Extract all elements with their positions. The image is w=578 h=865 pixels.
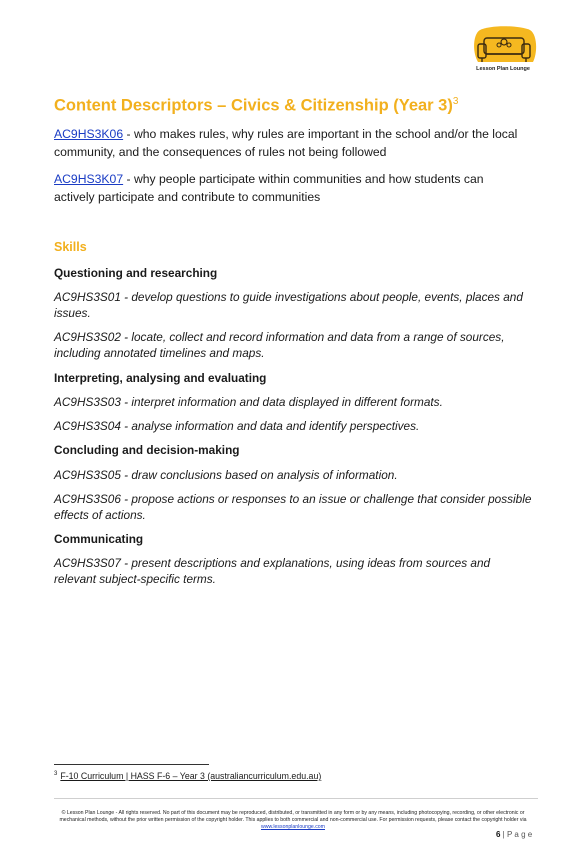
skill-item: AC9HS3S02 - locate, collect and record information and data from a range of sources, including annotated timelines and maps.: [54, 330, 505, 360]
copyright-text: © Lesson Plan Lounge - All rights reserved. No part of this document may be reproduced, distributed, or transmitted in any form or by any means, including photocopying, recording, or other electronic or mechanical methods, without the prior written permission of the copyright holder. This applies to both commercial and non-commercial use. For permission requests, please contact the copyright holder via: [59, 810, 527, 823]
skill-item: AC9HS3S01 - develop questions to guide investigations about people, events, places and issues.: [54, 290, 523, 320]
skills-group-title: Interpreting, analysing and evaluating: [54, 371, 267, 385]
page-number: 6 | P a g e: [496, 830, 533, 839]
skills-group-title: Questioning and researching: [54, 266, 218, 280]
footnote: [54, 771, 321, 781]
skill-item: AC9HS3S07 - present descriptions and explanations, using ideas from sources and relevant subject-specific terms.: [54, 556, 491, 586]
footnote-reference[interactable]: 3: [452, 96, 459, 107]
skill-item: AC9HS3S03 - interpret information and data displayed in different formats.: [54, 395, 443, 409]
skill-item: AC9HS3S05 - draw conclusions based on analysis of information.: [54, 468, 398, 482]
website-link[interactable]: www.lessonplanlounge.com: [260, 824, 325, 830]
skill-item: AC9HS3S04 - analyse information and data and identify perspectives.: [54, 419, 420, 433]
footnote-link[interactable]: F-10 Curriculum | HASS F-6 – Year 3 (australiancurriculum.edu.au): [60, 771, 322, 781]
descriptor-k07: [54, 170, 524, 206]
page-title: [54, 96, 458, 116]
skill-item: AC9HS3S06 - propose actions or responses to an issue or challenge that consider possible effects of actions.: [54, 492, 532, 522]
descriptor-code-link-k06[interactable]: AC9HS3K06: [54, 127, 124, 141]
descriptor-k06: [54, 125, 524, 161]
descriptor-text-k07: - why people participate within communities and how students can actively participate and contribute to communities: [54, 172, 484, 204]
descriptor-code-link-k07[interactable]: AC9HS3K07: [54, 172, 124, 186]
skills-group-title: Concluding and decision-making: [54, 443, 240, 457]
page-title-text: Content Descriptors – Civics & Citizenship (Year 3): [54, 96, 453, 115]
page-label: P a g e: [506, 830, 533, 839]
page-number-value: 6: [496, 830, 501, 839]
footer-divider: [54, 798, 538, 799]
skills-group-title: Communicating: [54, 532, 144, 546]
descriptor-text-k06: - who makes rules, why rules are important in the school and/or the local community, and the consequences of rules not being followed: [54, 127, 518, 159]
footnote-divider: [54, 764, 209, 765]
skills-title: Skills: [54, 240, 87, 254]
copyright-notice: [58, 810, 528, 831]
footnote-mark: 3: [54, 771, 58, 778]
logo-text: Lesson Plan Lounge: [476, 66, 530, 72]
